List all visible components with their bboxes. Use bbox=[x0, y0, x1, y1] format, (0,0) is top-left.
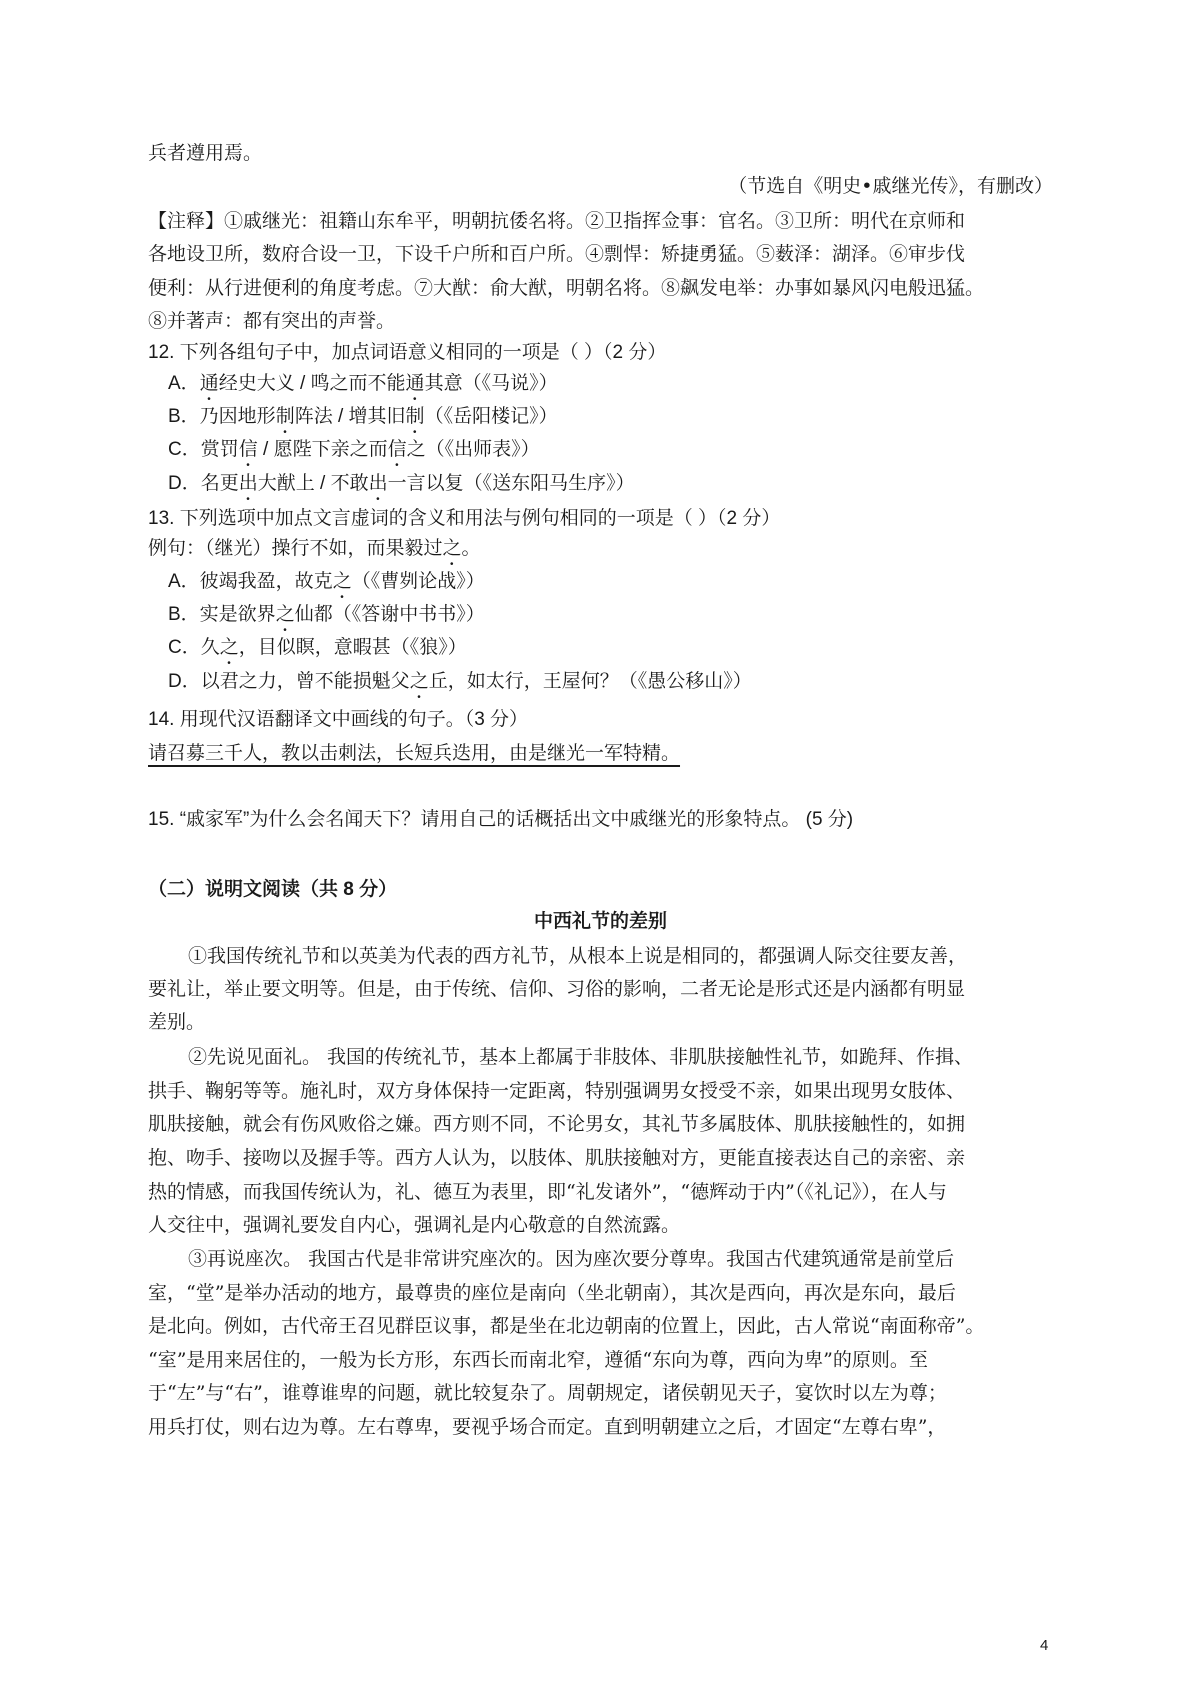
notes-line-4: ⑧并著声：都有突出的声誉。 bbox=[148, 310, 396, 332]
paragraph-line: ③再说座次。 我国古代是非常讲究座次的。因为座次要分尊卑。我国古代建筑通常是前堂后 bbox=[188, 1248, 955, 1270]
paragraph-line: 肌肤接触，就会有伤风败俗之嫌。西方则不同，不论男女，其礼节多属肢体、肌肤接触性的，如拥 bbox=[148, 1113, 966, 1135]
paragraph-line: 是北向。例如，古代帝王召见群臣议事，都是坐在北边朝南的位置上，因此，古人常说“南面称帝”。 bbox=[148, 1315, 985, 1337]
q13-option-d[interactable]: D．以君之力，曾不能损魁父之丘，如太行，王屋何？（《愚公移山》） bbox=[168, 671, 752, 692]
q14-sentence: 请召募三千人，教以击刺法，长短兵迭用，由是继光一军特精。 bbox=[148, 742, 681, 764]
q12-option-b[interactable]: B．乃因地形制阵法 / 增其旧制（《岳阳楼记》） bbox=[168, 406, 558, 427]
paragraph-line: 室，“堂”是举办活动的地方，最尊贵的座位是南向（坐北朝南），其次是西向，再次是东向，最后 bbox=[148, 1282, 956, 1304]
q13-option-a[interactable]: A．彼竭我盈，故克之（《曹刿论战》） bbox=[168, 571, 485, 592]
notes-line-1: 【注释】①戚继光：祖籍山东牟平，明朝抗倭名将。②卫指挥佥事：官名。③卫所：明代在京师和 bbox=[148, 210, 966, 232]
q12-option-c[interactable]: C．赏罚信 / 愿陛下亲之而信之（《出师表》） bbox=[168, 439, 540, 460]
source-citation: （节选自《明史•戚继光传》，有删改） bbox=[728, 175, 1053, 197]
paragraph-line: 用兵打仗，则右边为尊。左右尊卑，要视乎场合而定。直到明朝建立之后，才固定“左尊右卑”， bbox=[148, 1416, 947, 1438]
paragraph-line: 热的情感，而我国传统认为，礼、德互为表里，即“礼发诸外”，“德辉动于内”（《礼记》），在人与 bbox=[148, 1181, 947, 1203]
q12-option-a[interactable]: A．通经史大义 / 鸣之而不能通其意（《马说》） bbox=[168, 373, 558, 394]
paragraph-line: 于“左”与“右”，谁尊谁卑的问题，就比较复杂了。周朝规定，诸侯朝见天子，宴饮时以左为尊； bbox=[148, 1382, 947, 1404]
notes-line-2: 各地设卫所，数府合设一卫，下设千户所和百户所。④剽悍：矫捷勇猛。⑤薮泽：湖泽。⑥审步伐 bbox=[148, 243, 966, 265]
paragraph-line: 要礼让，举止要文明等。但是，由于传统、信仰、习俗的影响，二者无论是形式还是内涵都有明显 bbox=[148, 978, 966, 1000]
q13-stem: 13. 下列选项中加点文言虚词的含义和用法与例句相同的一项是（ ）（2 分） bbox=[148, 508, 781, 529]
paragraph-line: 人交往中，强调礼要发自内心，强调礼是内心敬意的自然流露。 bbox=[148, 1214, 681, 1236]
paragraph-line: 抱、吻手、接吻以及握手等。西方人认为，以肢体、肌肤接触对方，更能直接表达自己的亲密、亲 bbox=[148, 1147, 966, 1169]
section2-heading: （二）说明文阅读（共 8 分） bbox=[148, 879, 398, 900]
q13-option-c[interactable]: C．久之，目似瞑，意暇甚（《狼》） bbox=[168, 637, 467, 658]
article-title: 中西礼节的差别 bbox=[533, 911, 667, 932]
q14-stem: 14. 用现代汉语翻译文中画线的句子。（3 分） bbox=[148, 709, 529, 730]
q12-option-d[interactable]: D．名更出大猷上 / 不敢出一言以复（《送东阳马生序》） bbox=[168, 473, 635, 494]
paragraph-line: 差别。 bbox=[148, 1011, 206, 1033]
q13-example: 例句：（继光）操行不如，而果毅过之。 bbox=[148, 538, 481, 559]
paragraph-line: “室”是用来居住的，一般为长方形，东西长而南北窄，遵循“东向为尊，西向为卑”的原则。至 bbox=[148, 1349, 928, 1371]
paragraph-line: ①我国传统礼节和以英美为代表的西方礼节，从根本上说是相同的，都强调人际交往要友善， bbox=[188, 945, 968, 967]
q15-stem: 15. “戚家军”为什么会名闻天下？请用自己的话概括出文中戚继光的形象特点。 (5 分) bbox=[148, 809, 854, 830]
paragraph-line: ②先说见面礼。 我国的传统礼节，基本上都属于非肢体、非肌肤接触性礼节，如跪拜、作揖、 bbox=[188, 1046, 974, 1068]
q13-option-b[interactable]: B．实是欲界之仙都（《答谢中书书》） bbox=[168, 604, 485, 625]
q12-stem: 12. 下列各组句子中，加点词语意义相同的一项是（ ）（2 分） bbox=[148, 342, 667, 363]
paragraph-line: 拱手、鞠躬等等。施礼时，双方身体保持一定距离，特别强调男女授受不亲，如果出现男女肢体、 bbox=[148, 1080, 966, 1102]
notes-line-3: 便利：从行进便利的角度考虑。⑦大猷：俞大猷，明朝名将。⑧飙发电举：办事如暴风闪电般迅猛。 bbox=[148, 277, 985, 299]
passage-tail: 兵者遵用焉。 bbox=[148, 142, 263, 164]
page-number: 4 bbox=[1040, 1637, 1049, 1654]
